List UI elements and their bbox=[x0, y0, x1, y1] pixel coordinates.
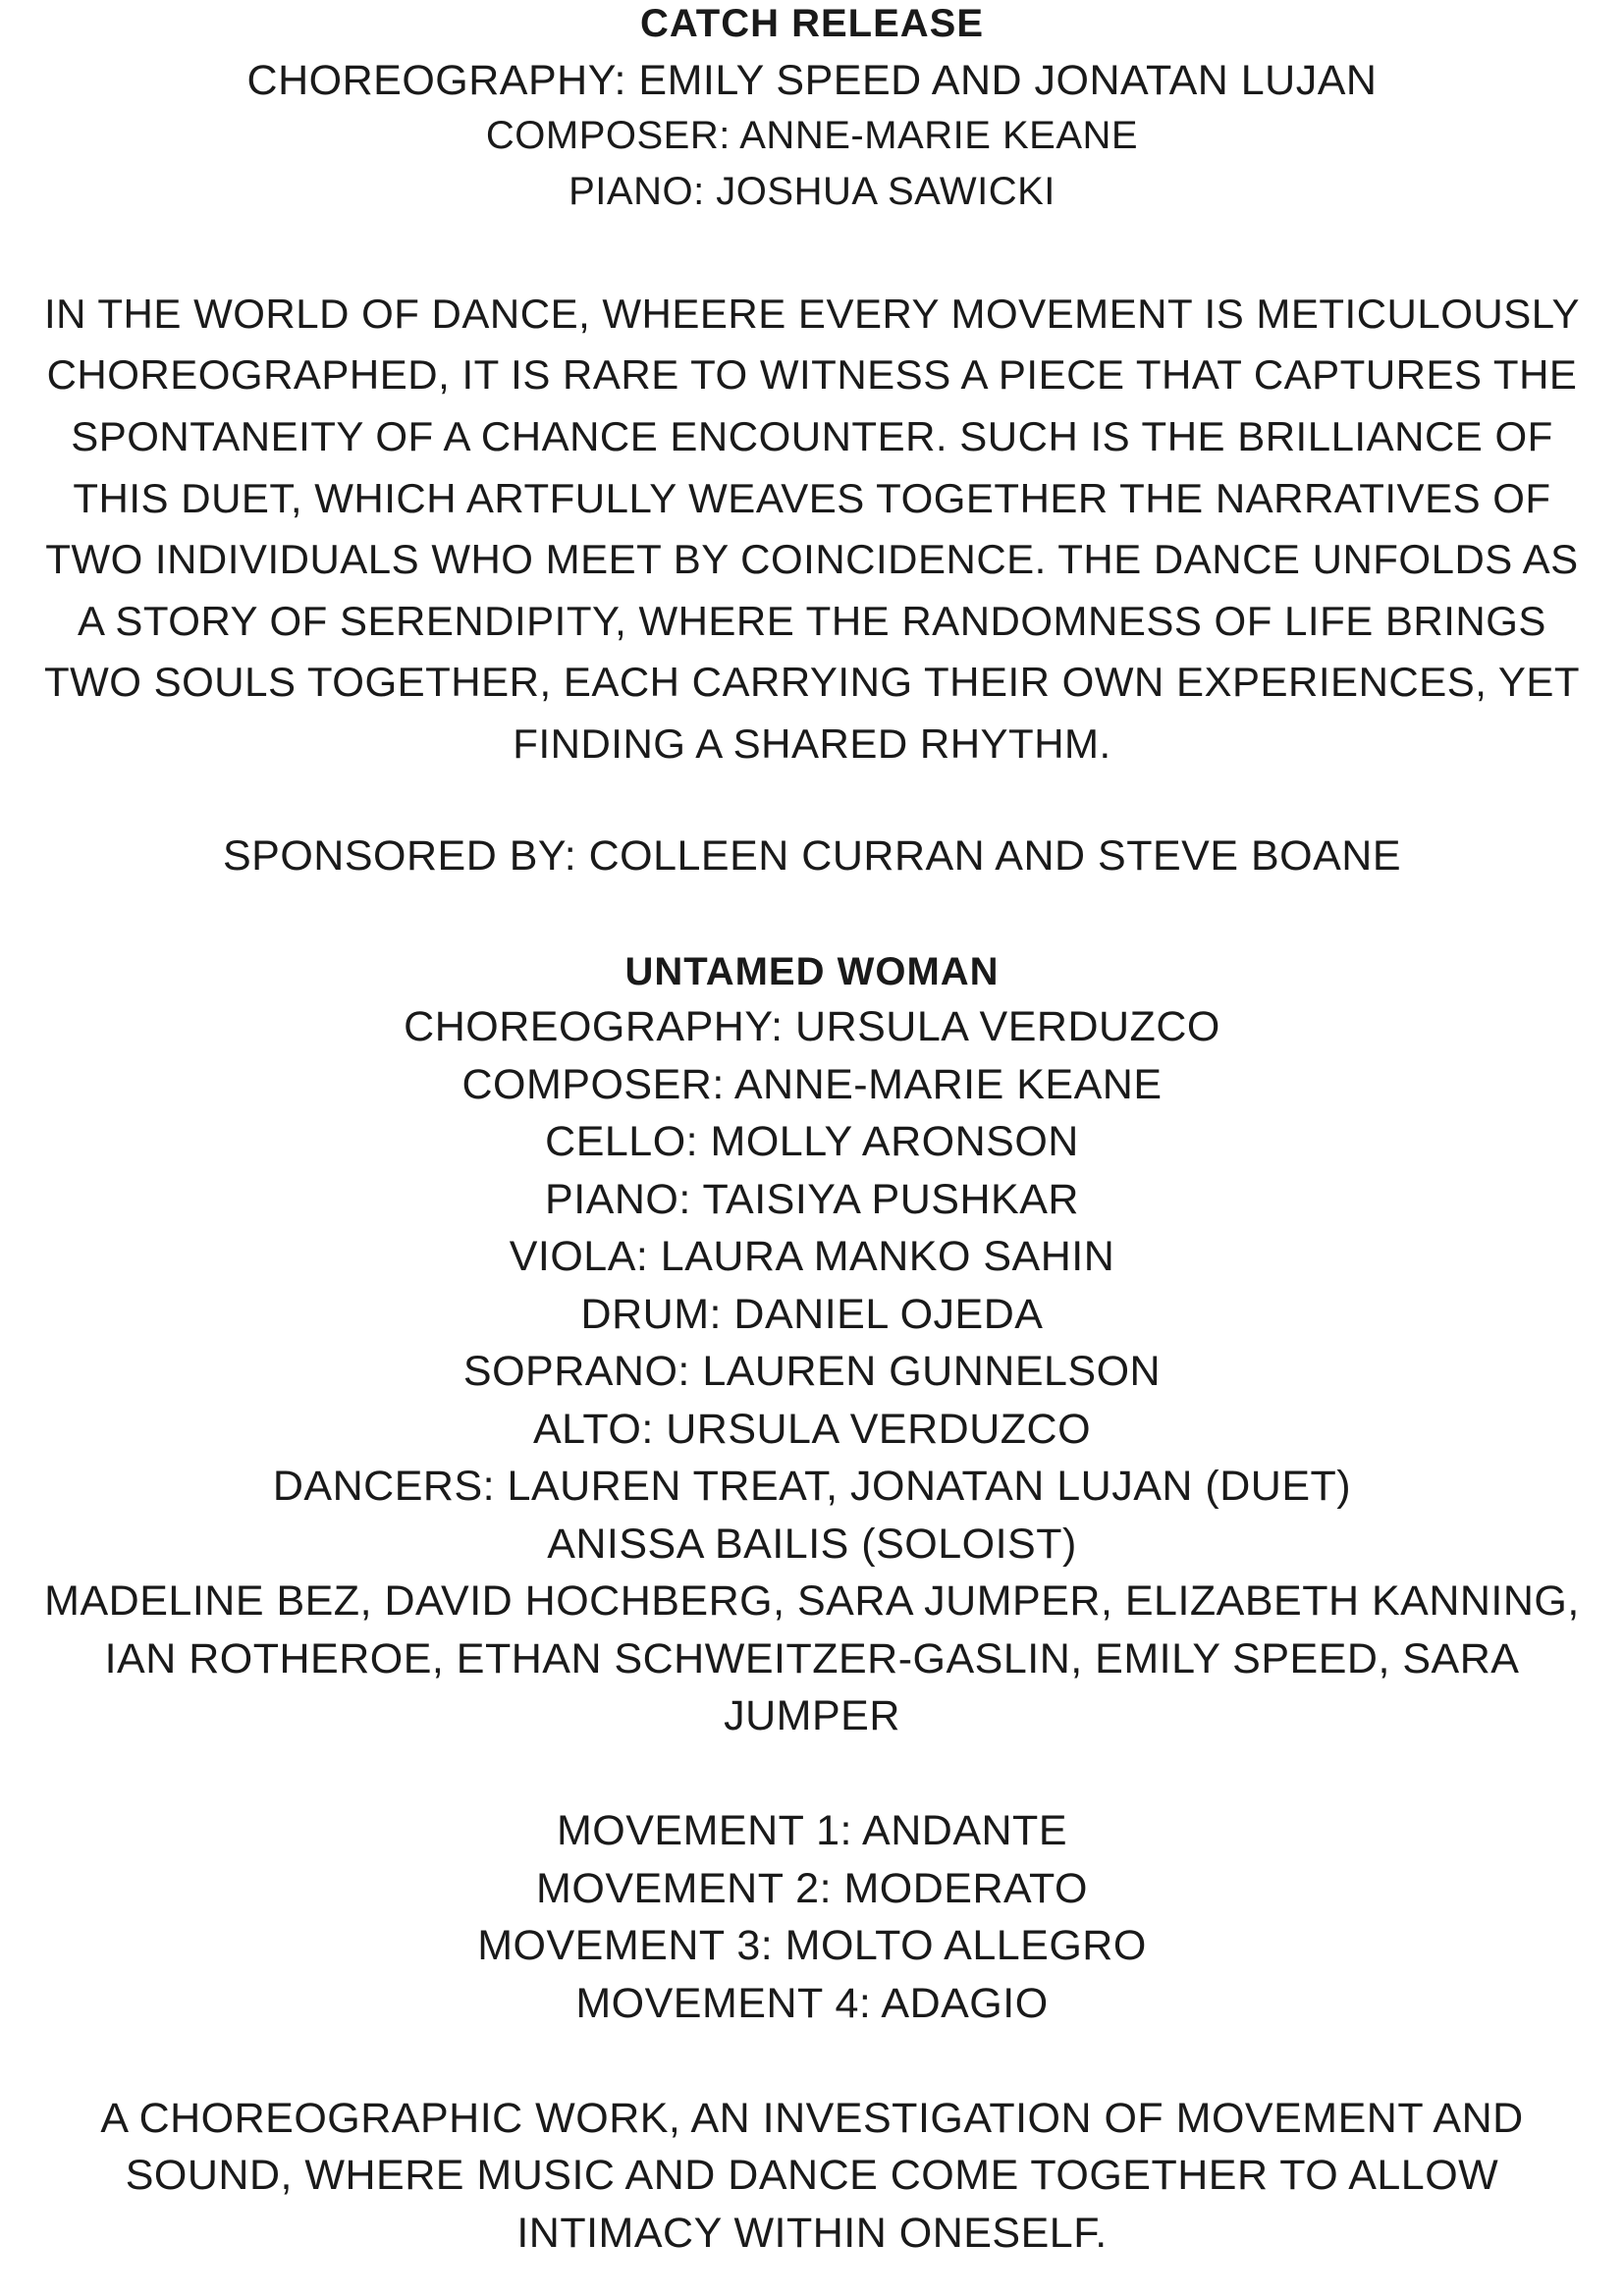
catch-release-title: CATCH RELEASE bbox=[639, 2, 985, 45]
untamed-woman-credit: JUMPER bbox=[724, 1692, 900, 1739]
untamed-woman-movement: MOVEMENT 1: ANDANTE bbox=[556, 1807, 1068, 1854]
catch-release-description-line: SPONTANEITY OF A CHANCE ENCOUNTER. SUCH IS THE BRILLIANCE OF bbox=[71, 413, 1553, 459]
untamed-woman-credit: ANISSA BAILIS (SOLOIST) bbox=[547, 1521, 1077, 1568]
untamed-woman-credit: DRUM: DANIEL OJEDA bbox=[580, 1291, 1044, 1338]
catch-release-description-line: TWO INDIVIDUALS WHO MEET BY COINCIDENCE. THE DANCE UNFOLDS AS bbox=[45, 536, 1579, 582]
untamed-woman-movement: MOVEMENT 4: ADAGIO bbox=[575, 1980, 1049, 2027]
untamed-woman-description-line: SOUND, WHERE MUSIC AND DANCE COME TOGETHER TO ALLOW bbox=[125, 2152, 1499, 2199]
untamed-woman-movement: MOVEMENT 2: MODERATO bbox=[536, 1865, 1088, 1912]
catch-release-description-line: THIS DUET, WHICH ARTFULLY WEAVES TOGETHER THE NARRATIVES OF bbox=[73, 475, 1551, 521]
untamed-woman-credit: IAN ROTHEROE, ETHAN SCHWEITZER-GASLIN, EMILY SPEED, SARA bbox=[104, 1635, 1520, 1682]
untamed-woman-credit: COMPOSER: ANNE-MARIE KEANE bbox=[461, 1061, 1163, 1108]
untamed-woman-credit: SOPRANO: LAUREN GUNNELSON bbox=[462, 1348, 1162, 1395]
untamed-woman-credit: DANCERS: LAUREN TREAT, JONATAN LUJAN (DUET) bbox=[272, 1463, 1352, 1510]
untamed-woman-credit: CHOREOGRAPHY: URSULA VERDUZCO bbox=[404, 1003, 1220, 1050]
untamed-woman-credit: VIOLA: LAURA MANKO SAHIN bbox=[509, 1233, 1115, 1280]
untamed-woman-description-line: A CHOREOGRAPHIC WORK, AN INVESTIGATION OF MOVEMENT AND bbox=[100, 2095, 1524, 2142]
catch-release-composer: COMPOSER: ANNE-MARIE KEANE bbox=[485, 114, 1139, 157]
catch-release-description-line: A STORY OF SERENDIPITY, WHERE THE RANDOMNESS OF LIFE BRINGS bbox=[78, 598, 1546, 644]
untamed-woman-credit: ALTO: URSULA VERDUZCO bbox=[532, 1406, 1092, 1453]
catch-release-description-line: CHOREOGRAPHED, IT IS RARE TO WITNESS A PIECE THAT CAPTURES THE bbox=[46, 351, 1578, 398]
untamed-woman-movement: MOVEMENT 3: MOLTO ALLEGRO bbox=[477, 1922, 1147, 1969]
untamed-woman-description-line: INTIMACY WITHIN ONESELF. bbox=[516, 2210, 1108, 2257]
catch-release-description-line: FINDING A SHARED RHYTHM. bbox=[513, 721, 1111, 767]
untamed-woman-title: UNTAMED WOMAN bbox=[624, 950, 1000, 993]
catch-release-description-line: IN THE WORLD OF DANCE, WHEERE EVERY MOVEMENT IS METICULOUSLY bbox=[43, 291, 1581, 337]
catch-release-piano: PIANO: JOSHUA SAWICKI bbox=[568, 170, 1056, 213]
catch-release-choreography: CHOREOGRAPHY: EMILY SPEED AND JONATAN LUJAN bbox=[246, 57, 1378, 104]
untamed-woman-credit: CELLO: MOLLY ARONSON bbox=[545, 1118, 1079, 1165]
untamed-woman-credit: MADELINE BEZ, DAVID HOCHBERG, SARA JUMPER, ELIZABETH KANNING, bbox=[44, 1577, 1580, 1625]
catch-release-description-line: TWO SOULS TOGETHER, EACH CARRYING THEIR OWN EXPERIENCES, YET bbox=[43, 659, 1581, 705]
untamed-woman-credit: PIANO: TAISIYA PUSHKAR bbox=[545, 1176, 1079, 1223]
catch-release-sponsor: SPONSORED BY: COLLEEN CURRAN AND STEVE BOANE bbox=[222, 832, 1402, 880]
